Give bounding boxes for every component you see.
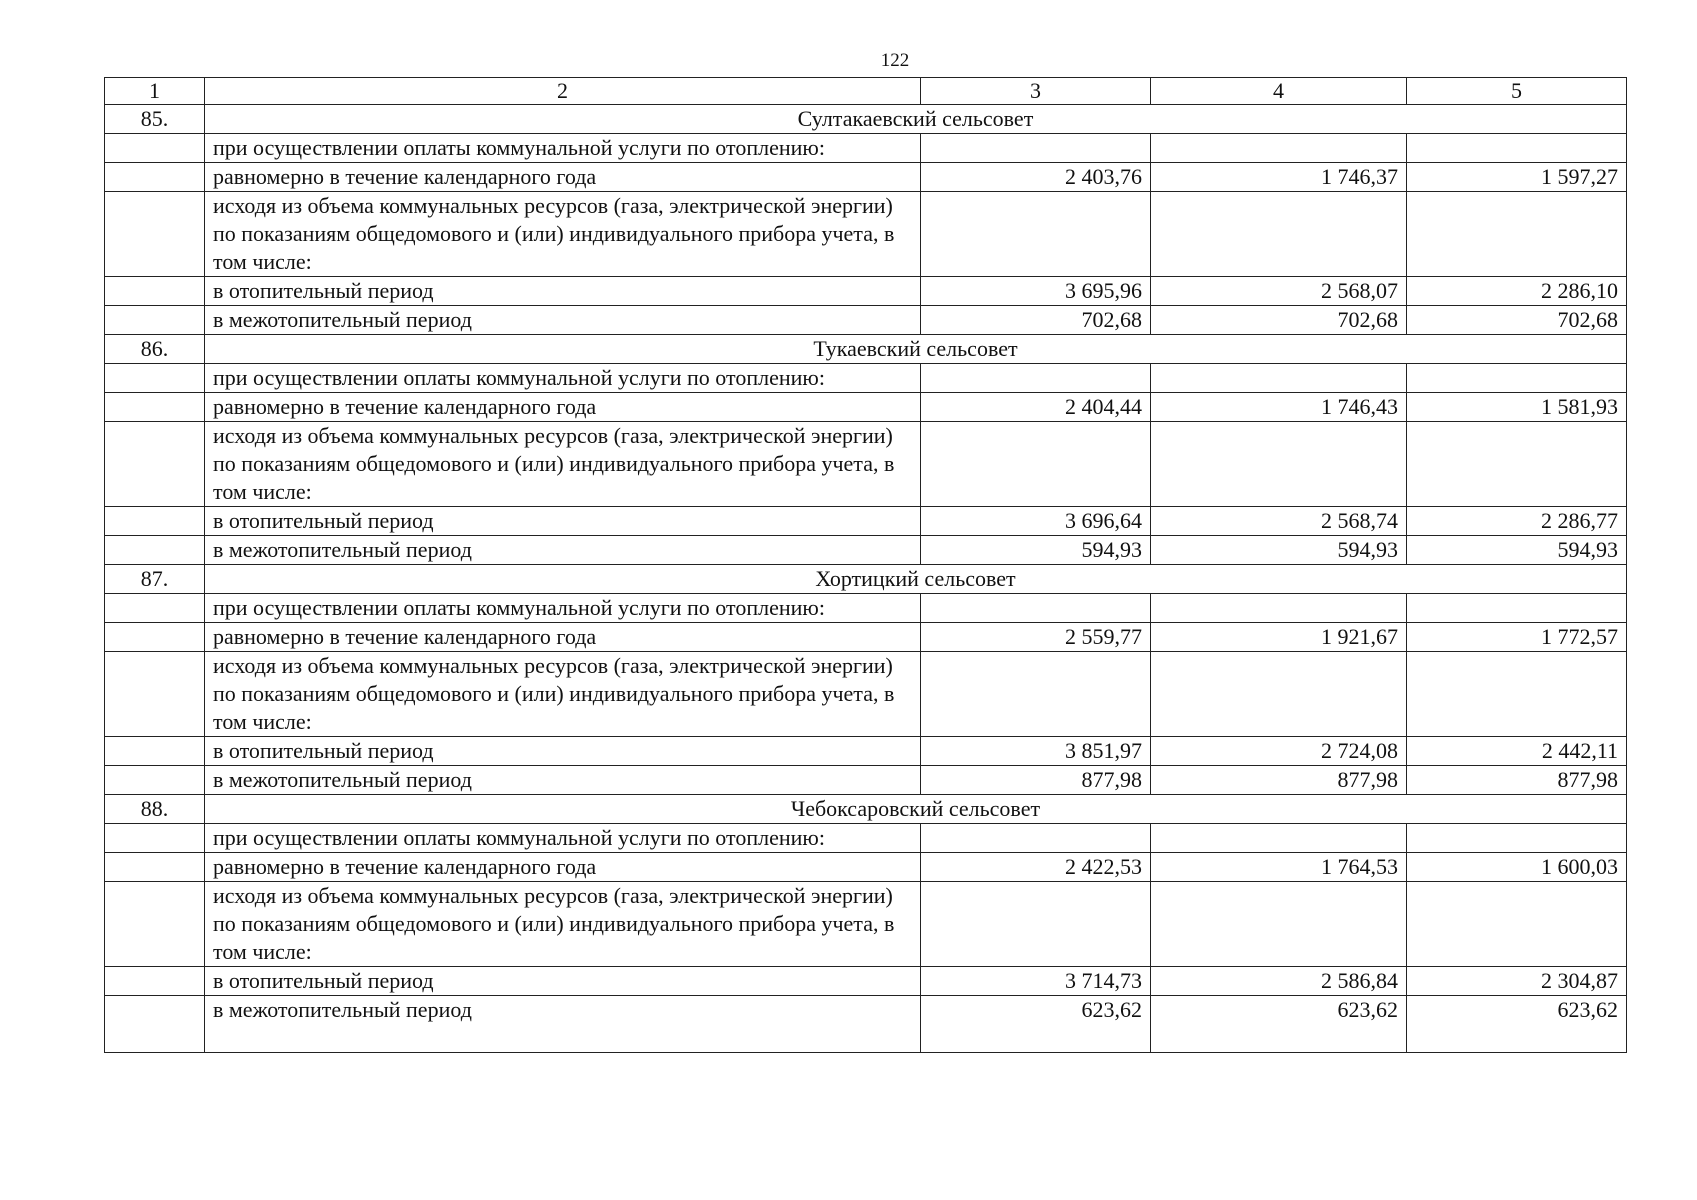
value-col-3: 3 714,73 [921, 967, 1151, 996]
value-col-4: 623,62 [1151, 996, 1407, 1053]
row-label: в межотопительный период [205, 766, 921, 795]
table-row [105, 134, 1627, 163]
value-col-3: 623,62 [921, 996, 1151, 1053]
row-number-cell [105, 277, 205, 306]
value-col-5: 623,62 [1407, 996, 1627, 1053]
value-col-5: 2 286,10 [1407, 277, 1627, 306]
value-col-3: 2 403,76 [921, 163, 1151, 192]
value-col-5 [1407, 422, 1627, 507]
value-col-4: 594,93 [1151, 536, 1407, 565]
section-number: 88. [105, 795, 205, 824]
value-col-5: 1 597,27 [1407, 163, 1627, 192]
header-col-2: 2 [205, 78, 921, 105]
value-col-5 [1407, 192, 1627, 277]
value-col-3: 594,93 [921, 536, 1151, 565]
section-name: Чебоксаровский сельсовет [205, 795, 1627, 824]
tariff-table [104, 77, 1627, 1053]
value-col-5 [1407, 882, 1627, 967]
section-header-row [105, 565, 1627, 594]
table-row [105, 306, 1627, 335]
row-number-cell [105, 652, 205, 737]
row-label: в отопительный период [205, 277, 921, 306]
table-header-row [105, 78, 1627, 105]
row-label: в отопительный период [205, 967, 921, 996]
section-name: Султакаевский сельсовет [205, 105, 1627, 134]
row-number-cell [105, 536, 205, 565]
row-label: при осуществлении оплаты коммунальной услуги по отоплению: [205, 594, 921, 623]
section-number: 85. [105, 105, 205, 134]
value-col-4: 702,68 [1151, 306, 1407, 335]
value-col-4: 2 724,08 [1151, 737, 1407, 766]
value-col-5: 877,98 [1407, 766, 1627, 795]
row-number-cell [105, 967, 205, 996]
value-col-5: 1 600,03 [1407, 853, 1627, 882]
row-number-cell [105, 882, 205, 967]
value-col-4: 2 568,74 [1151, 507, 1407, 536]
value-col-3: 702,68 [921, 306, 1151, 335]
value-col-4: 2 568,07 [1151, 277, 1407, 306]
value-col-3 [921, 882, 1151, 967]
table-row [105, 882, 1627, 967]
table-row [105, 163, 1627, 192]
table-row [105, 766, 1627, 795]
value-col-3 [921, 364, 1151, 393]
value-col-3: 3 695,96 [921, 277, 1151, 306]
value-col-4 [1151, 422, 1407, 507]
row-number-cell [105, 824, 205, 853]
row-label: исходя из объема коммунальных ресурсов (газа, электрической энергии) по показаниям общедомового и (или) индивидуального прибора учета, в том числе: [205, 192, 921, 277]
row-number-cell [105, 853, 205, 882]
value-col-3: 877,98 [921, 766, 1151, 795]
header-col-4: 4 [1151, 78, 1407, 105]
row-number-cell [105, 507, 205, 536]
row-label: исходя из объема коммунальных ресурсов (газа, электрической энергии) по показаниям общедомового и (или) индивидуального прибора учета, в том числе: [205, 422, 921, 507]
section-number: 86. [105, 335, 205, 364]
value-col-4: 1 746,37 [1151, 163, 1407, 192]
table-row [105, 536, 1627, 565]
row-number-cell [105, 364, 205, 393]
row-label: исходя из объема коммунальных ресурсов (газа, электрической энергии) по показаниям общедомового и (или) индивидуального прибора учета, в том числе: [205, 652, 921, 737]
row-number-cell [105, 623, 205, 652]
table-row [105, 192, 1627, 277]
value-col-4: 1 764,53 [1151, 853, 1407, 882]
table-row [105, 393, 1627, 422]
table-row [105, 853, 1627, 882]
row-number-cell [105, 306, 205, 335]
table-row [105, 996, 1627, 1053]
value-col-5: 702,68 [1407, 306, 1627, 335]
value-col-4: 2 586,84 [1151, 967, 1407, 996]
row-label: равномерно в течение календарного года [205, 163, 921, 192]
row-number-cell [105, 134, 205, 163]
value-col-4 [1151, 652, 1407, 737]
row-number-cell [105, 996, 205, 1053]
value-col-3 [921, 134, 1151, 163]
section-number: 87. [105, 565, 205, 594]
value-col-5 [1407, 364, 1627, 393]
row-label: равномерно в течение календарного года [205, 623, 921, 652]
value-col-4 [1151, 882, 1407, 967]
table-row [105, 277, 1627, 306]
table-row [105, 623, 1627, 652]
value-col-5 [1407, 824, 1627, 853]
table-row [105, 507, 1627, 536]
value-col-4 [1151, 364, 1407, 393]
value-col-3: 3 851,97 [921, 737, 1151, 766]
row-number-cell [105, 766, 205, 795]
row-label: при осуществлении оплаты коммунальной услуги по отоплению: [205, 134, 921, 163]
row-label: в межотопительный период [205, 306, 921, 335]
value-col-5 [1407, 652, 1627, 737]
value-col-3 [921, 594, 1151, 623]
section-name: Хортицкий сельсовет [205, 565, 1627, 594]
table-row [105, 652, 1627, 737]
row-label: в межотопительный период [205, 536, 921, 565]
value-col-4 [1151, 134, 1407, 163]
value-col-5 [1407, 594, 1627, 623]
table-row [105, 422, 1627, 507]
value-col-4 [1151, 192, 1407, 277]
value-col-4: 1 746,43 [1151, 393, 1407, 422]
value-col-5: 2 304,87 [1407, 967, 1627, 996]
value-col-3 [921, 422, 1151, 507]
header-col-3: 3 [921, 78, 1151, 105]
row-number-cell [105, 192, 205, 277]
section-header-row [105, 335, 1627, 364]
row-number-cell [105, 422, 205, 507]
value-col-4: 1 921,67 [1151, 623, 1407, 652]
value-col-5: 2 286,77 [1407, 507, 1627, 536]
value-col-4 [1151, 594, 1407, 623]
table-row [105, 364, 1627, 393]
table-row [105, 967, 1627, 996]
section-header-row [105, 105, 1627, 134]
table-row [105, 737, 1627, 766]
value-col-4: 877,98 [1151, 766, 1407, 795]
value-col-3 [921, 652, 1151, 737]
row-number-cell [105, 393, 205, 422]
section-name: Тукаевский сельсовет [205, 335, 1627, 364]
row-label: при осуществлении оплаты коммунальной услуги по отоплению: [205, 364, 921, 393]
value-col-5: 1 581,93 [1407, 393, 1627, 422]
value-col-3: 2 559,77 [921, 623, 1151, 652]
row-label: равномерно в течение календарного года [205, 393, 921, 422]
row-label: в отопительный период [205, 507, 921, 536]
table-row [105, 594, 1627, 623]
value-col-3: 2 422,53 [921, 853, 1151, 882]
row-number-cell [105, 594, 205, 623]
value-col-3 [921, 192, 1151, 277]
header-col-1: 1 [105, 78, 205, 105]
row-label: в отопительный период [205, 737, 921, 766]
value-col-3: 2 404,44 [921, 393, 1151, 422]
value-col-5: 1 772,57 [1407, 623, 1627, 652]
row-number-cell [105, 737, 205, 766]
value-col-5: 594,93 [1407, 536, 1627, 565]
section-header-row [105, 795, 1627, 824]
page-number: 122 [880, 50, 910, 71]
value-col-5: 2 442,11 [1407, 737, 1627, 766]
row-number-cell [105, 163, 205, 192]
value-col-3: 3 696,64 [921, 507, 1151, 536]
value-col-3 [921, 824, 1151, 853]
value-col-4 [1151, 824, 1407, 853]
row-label: в межотопительный период [205, 996, 921, 1053]
row-label: при осуществлении оплаты коммунальной услуги по отоплению: [205, 824, 921, 853]
value-col-5 [1407, 134, 1627, 163]
header-col-5: 5 [1407, 78, 1627, 105]
table-row [105, 824, 1627, 853]
row-label: исходя из объема коммунальных ресурсов (газа, электрической энергии) по показаниям общедомового и (или) индивидуального прибора учета, в том числе: [205, 882, 921, 967]
row-label: равномерно в течение календарного года [205, 853, 921, 882]
